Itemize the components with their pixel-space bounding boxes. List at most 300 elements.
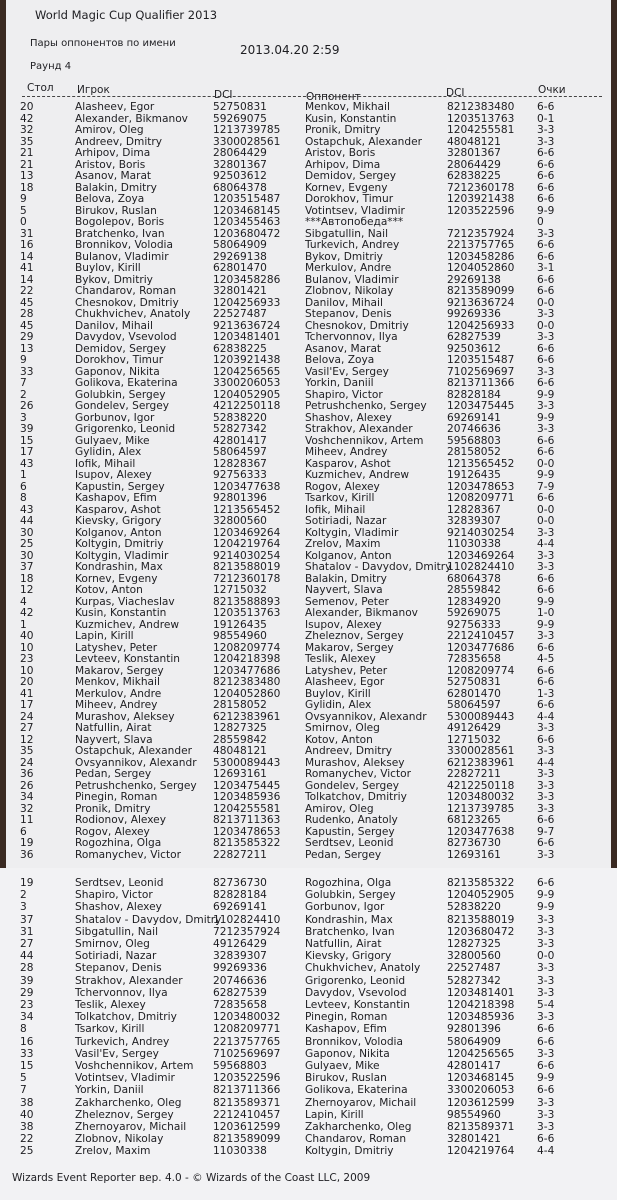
opponent-dci: 8213588019	[447, 913, 515, 926]
table-number: 39	[20, 974, 34, 987]
player-name: Golikova, Ekaterina	[75, 377, 178, 389]
player-name: Rogov, Alexey	[75, 825, 150, 838]
table-number: 29	[20, 331, 34, 343]
pairing-row	[0, 102, 617, 114]
opponent-name: Makarov, Sergey	[305, 641, 394, 654]
opponent-dci: 8212383480	[447, 101, 515, 113]
player-dci: 69269141	[213, 901, 267, 914]
table-number: 19	[20, 837, 34, 849]
player-name: Shapiro, Victor	[75, 889, 153, 902]
player-name: Serdtsev, Leonid	[75, 877, 164, 889]
pairing-row	[0, 470, 617, 482]
player-name: Kurpas, Viacheslav	[75, 595, 175, 608]
player-name: Buylov, Kirill	[75, 262, 141, 274]
player-name: Sotiriadi, Nazar	[75, 950, 157, 963]
points: 0-0	[537, 296, 555, 309]
player-dci: 8212383480	[213, 676, 281, 688]
points: 3-3	[537, 308, 555, 320]
table-number: 34	[20, 791, 34, 803]
player-name: Alasheev, Egor	[75, 101, 155, 113]
opponent-name: Kashapov, Efim	[305, 1023, 387, 1036]
player-dci: 8213589099	[213, 1133, 281, 1146]
player-name: Kornev, Evgeny	[75, 572, 158, 585]
table-number: 14	[20, 273, 34, 286]
table-number: 27	[20, 938, 34, 950]
player-name: Rogozhina, Olga	[75, 837, 162, 849]
pairing-row	[0, 1122, 617, 1134]
opponent-dci: 32801421	[447, 1133, 501, 1146]
player-name: Lapin, Kirill	[75, 630, 134, 642]
table-number: 7	[20, 1084, 27, 1097]
points: 6-6	[537, 492, 555, 504]
points: 4-4	[537, 1145, 555, 1158]
opponent-dci: 22527487	[447, 962, 501, 975]
opponent-name: Belova, Zoya	[305, 354, 375, 366]
pairing-row	[0, 1085, 617, 1097]
table-number: 24	[20, 756, 34, 769]
player-dci: 1204256565	[213, 365, 281, 378]
player-dci: 62801470	[213, 262, 267, 274]
player-name: Davydov, Vsevolod	[75, 331, 177, 343]
opponent-dci: 42801417	[447, 1060, 501, 1072]
player-name: Tchervonnov, Ilya	[75, 986, 168, 999]
pairing-row	[0, 1110, 617, 1122]
opponent-name: Sotiriadi, Nazar	[305, 515, 387, 527]
points: 3-3	[537, 1047, 555, 1060]
player-dci: 1203455463	[213, 216, 281, 228]
table-number: 35	[20, 745, 34, 757]
table-number: 40	[20, 630, 34, 642]
points: 3-3	[537, 962, 555, 975]
pairing-row	[0, 1146, 617, 1158]
player-name: Zhernoyarov, Michail	[75, 1121, 187, 1133]
opponent-dci: 12834920	[447, 595, 501, 608]
player-dci: 1213739785	[213, 124, 281, 136]
points: 6-6	[537, 837, 555, 849]
opponent-name: Shapiro, Victor	[305, 388, 383, 401]
pairing-row	[0, 939, 617, 951]
opponent-dci: 59568803	[447, 434, 501, 447]
pairing-row	[0, 378, 617, 390]
points: 3-3	[537, 1011, 555, 1024]
table-number: 8	[20, 1023, 27, 1036]
opponent-dci: 1203513763	[447, 112, 515, 125]
table-number: 4	[20, 595, 27, 608]
player-dci: 98554960	[213, 630, 267, 642]
opponent-name: Demidov, Sergey	[305, 170, 397, 182]
points: 6-6	[537, 572, 555, 585]
player-dci: 1203481401	[213, 331, 281, 343]
player-dci: 82828184	[213, 889, 267, 902]
pairing-row	[0, 1049, 617, 1061]
opponent-name: Ovsyannikov, Alexandr	[305, 710, 427, 723]
player-name: Stepanov, Denis	[75, 962, 162, 975]
col-player: Игрок	[77, 84, 110, 96]
opponent-name: Tsarkov, Kirill	[305, 492, 375, 504]
opponent-dci: 1208209771	[447, 492, 515, 504]
opponent-name: Arhipov, Dima	[305, 158, 381, 171]
pairing-row	[0, 988, 617, 1000]
opponent-name: Romanychev, Victor	[305, 768, 411, 780]
points: 3-3	[537, 630, 555, 642]
player-dci: 8213711363	[213, 814, 281, 826]
opponent-dci: 1204219764	[447, 1145, 515, 1158]
opponent-dci: 1204218398	[447, 999, 515, 1011]
player-name: Gulyaev, Mike	[75, 434, 150, 447]
table-number: 18	[20, 181, 34, 194]
player-name: Tsarkov, Kirill	[75, 1023, 145, 1036]
player-name: Gaponov, Nikita	[75, 365, 160, 378]
table-number: 25	[20, 538, 34, 550]
opponent-name: Bronnikov, Volodia	[305, 1035, 403, 1048]
opponent-dci: 1208209774	[447, 664, 515, 677]
opponent-dci: 68064378	[447, 572, 501, 585]
opponent-dci: 52750831	[447, 676, 501, 688]
player-name: Shashov, Alexey	[75, 901, 162, 914]
pairing-row	[0, 654, 617, 666]
table-number: 12	[20, 584, 34, 596]
opponent-name: Asanov, Marat	[305, 342, 382, 355]
opponent-name: Iofik, Mihail	[305, 503, 366, 516]
table-number: 9	[20, 193, 27, 205]
points: 3-3	[537, 561, 555, 573]
opponent-dci: 1203515487	[447, 354, 515, 366]
player-dci: 4212250118	[213, 400, 281, 412]
player-dci: 52838220	[213, 411, 267, 424]
opponent-name: Strakhov, Alexander	[305, 423, 413, 435]
player-name: Dorokhov, Timur	[75, 354, 164, 366]
points: 6-6	[537, 342, 555, 355]
opponent-name: Kasparov, Ashot	[305, 457, 391, 470]
opponent-name: Danilov, Mihail	[305, 296, 383, 309]
table-number: 38	[20, 1096, 34, 1109]
table-number: 26	[20, 779, 34, 792]
player-dci: 52827342	[213, 423, 267, 435]
points: 6-6	[537, 676, 555, 688]
opponent-dci: 1203921438	[447, 193, 515, 205]
opponent-dci: 82828184	[447, 388, 501, 401]
player-name: Kapustin, Sergey	[75, 480, 165, 493]
player-name: Makarov, Sergey	[75, 664, 164, 677]
player-dci: 12828367	[213, 457, 267, 470]
opponent-dci: 11030338	[447, 538, 501, 550]
table-number: 8	[20, 492, 27, 504]
table-number: 23	[20, 653, 34, 665]
opponent-dci: 29269138	[447, 273, 501, 286]
opponent-dci: 8213589099	[447, 285, 515, 297]
opponent-name: Merkulov, Andre	[305, 262, 392, 274]
player-name: Kolganov, Anton	[75, 526, 162, 539]
opponent-name: Golikova, Ekaterina	[305, 1084, 408, 1097]
table-number: 11	[20, 814, 34, 826]
points: 6-6	[537, 170, 555, 182]
opponent-dci: 1203468145	[447, 1072, 515, 1085]
report-title: Пары оппонентов по имени	[30, 38, 176, 49]
opponent-name: Smirnov, Oleg	[305, 722, 380, 734]
opponent-dci: 68123265	[447, 814, 501, 826]
opponent-dci: 99269336	[447, 308, 501, 320]
player-dci: 68064378	[213, 181, 267, 194]
player-dci: 8213588893	[213, 595, 281, 608]
points: 1-0	[537, 607, 555, 619]
player-dci: 32800560	[213, 515, 267, 527]
player-name: Petrushchenko, Sergey	[75, 779, 197, 792]
player-name: Nayvert, Slava	[75, 733, 153, 746]
points: 6-6	[537, 434, 555, 447]
table-number: 13	[20, 170, 34, 182]
player-name: Votintsev, Vladimir	[75, 1072, 175, 1085]
col-opp-dci: DCI	[446, 87, 465, 99]
opponent-dci: 62801470	[447, 687, 501, 700]
player-dci: 12827325	[213, 722, 267, 734]
opponent-name: Amirov, Oleg	[305, 802, 374, 815]
points: 3-3	[537, 549, 555, 562]
opponent-dci: 32839307	[447, 515, 501, 527]
table-number: 37	[20, 913, 34, 926]
opponent-dci: 1213739785	[447, 802, 515, 815]
player-name: Yorkin, Daniil	[75, 1084, 144, 1097]
opponent-dci: 58064597	[447, 699, 501, 711]
opponent-name: Chukhvichev, Anatoly	[305, 962, 421, 975]
opponent-name: Tchervonnov, Ilya	[305, 331, 398, 343]
opponent-name: Petrushchenko, Sergey	[305, 400, 427, 412]
player-dci: 1203522596	[213, 1072, 281, 1085]
player-name: Zheleznov, Sergey	[75, 1108, 174, 1121]
table-number: 23	[20, 999, 34, 1011]
pairing-row	[0, 677, 617, 689]
opponent-name: Rudenko, Anatoly	[305, 814, 398, 826]
points: 6-6	[537, 147, 555, 159]
points: 6-6	[537, 158, 555, 171]
table-number: 36	[20, 848, 34, 861]
opponent-dci: 2212410457	[447, 630, 515, 642]
player-dci: 1204255581	[213, 802, 281, 815]
player-dci: 3300206053	[213, 377, 281, 389]
opponent-name: Kondrashin, Max	[305, 913, 393, 926]
table-number: 1	[20, 469, 27, 481]
opponent-dci: 92801396	[447, 1023, 501, 1036]
player-name: Bratchenko, Ivan	[75, 227, 165, 240]
player-dci: 59269075	[213, 112, 267, 125]
player-dci: 8213711366	[213, 1084, 281, 1097]
player-dci: 1204052860	[213, 687, 281, 700]
points: 6-6	[537, 1035, 555, 1048]
points: 6-6	[537, 699, 555, 711]
pairing-row	[0, 951, 617, 963]
table-number: 26	[20, 400, 34, 412]
table-number: 37	[20, 561, 34, 573]
pairing-row	[0, 562, 617, 574]
player-dci: 1213565452	[213, 503, 281, 516]
col-points: Очки	[538, 84, 566, 96]
pairing-row	[0, 240, 617, 252]
opponent-name: Balakin, Dmitry	[305, 572, 387, 585]
table-number: 16	[20, 239, 34, 251]
opponent-name: Yorkin, Daniil	[305, 377, 374, 389]
points: 9-9	[537, 618, 555, 631]
opponent-name: Gaponov, Nikita	[305, 1047, 390, 1060]
player-dci: 1203480032	[213, 1011, 281, 1024]
pairing-row	[0, 878, 617, 890]
col-table: Стол	[27, 82, 54, 94]
player-dci: 92756333	[213, 469, 267, 481]
opponent-name: ***Автопобеда***	[305, 216, 404, 228]
player-name: Strakhov, Alexander	[75, 974, 183, 987]
player-name: Gondelev, Sergey	[75, 400, 170, 412]
points: 0-0	[537, 950, 555, 963]
opponent-dci: 7212360178	[447, 181, 515, 194]
opponent-name: Bykov, Dmitriy	[305, 250, 383, 263]
player-dci: 1208209774	[213, 641, 281, 654]
points: 7-9	[537, 480, 555, 493]
player-dci: 1203458286	[213, 273, 281, 286]
pairing-row	[0, 516, 617, 528]
opponent-dci: 1203475445	[447, 400, 515, 412]
player-name: Pinegin, Roman	[75, 791, 158, 803]
player-dci: 8213588019	[213, 561, 281, 573]
opponent-dci: 52838220	[447, 901, 501, 914]
table-number: 9	[20, 354, 27, 366]
footer: Wizards Event Reporter вер. 4.0 - © Wizards of the Coast LLC, 2009	[12, 1172, 371, 1184]
opponent-dci: 8213589371	[447, 1121, 515, 1133]
pairing-row	[0, 1024, 617, 1036]
player-name: Grigorenko, Leonid	[75, 423, 176, 435]
player-name: Alexander, Bikmanov	[75, 112, 188, 125]
pairing-row	[0, 194, 617, 206]
player-dci: 1203469264	[213, 526, 281, 539]
pairing-row	[0, 332, 617, 344]
opponent-name: Shatalov - Davydov, Dmitry	[305, 561, 452, 573]
points: 6-6	[537, 1060, 555, 1072]
opponent-name: Ostapchuk, Alexander	[305, 135, 422, 148]
points: 5-4	[537, 999, 555, 1011]
table-number: 32	[20, 802, 34, 815]
round-label: Раунд 4	[30, 61, 72, 72]
player-dci: 1203680472	[213, 227, 281, 240]
player-name: Arhipov, Dima	[75, 147, 151, 159]
player-dci: 92503612	[213, 170, 267, 182]
opponent-name: Isupov, Alexey	[305, 618, 382, 631]
opponent-name: Zhernoyarov, Michail	[305, 1096, 417, 1109]
opponent-name: Vasil'Ev, Sergey	[305, 365, 389, 378]
player-name: Kashapov, Efim	[75, 492, 157, 504]
points: 3-3	[537, 1108, 555, 1121]
player-dci: 1203513763	[213, 607, 281, 619]
player-dci: 99269336	[213, 962, 267, 975]
opponent-dci: 12828367	[447, 503, 501, 516]
opponent-name: Kolganov, Anton	[305, 549, 392, 562]
points: 1-3	[537, 687, 555, 700]
table-number: 20	[20, 676, 34, 688]
opponent-dci: 3300028561	[447, 745, 515, 757]
player-name: Menkov, Mikhail	[75, 676, 160, 688]
player-name: Danilov, Mihail	[75, 319, 153, 332]
table-number: 14	[20, 250, 34, 263]
player-dci: 28064429	[213, 147, 267, 159]
player-name: Ovsyannikov, Alexandr	[75, 756, 197, 769]
opponent-name: Zheleznov, Sergey	[305, 630, 404, 642]
player-name: Bulanov, Vladimir	[75, 250, 169, 263]
points: 3-3	[537, 135, 555, 148]
player-name: Kievsky, Grigory	[75, 515, 162, 527]
player-dci: 9213636724	[213, 319, 281, 332]
opponent-dci: 82736730	[447, 837, 501, 849]
opponent-dci: 1203480032	[447, 791, 515, 803]
player-dci: 2213757765	[213, 1035, 281, 1048]
table-number: 2	[20, 889, 27, 902]
opponent-name: Koltygin, Vladimir	[305, 526, 399, 539]
table-number: 39	[20, 423, 34, 435]
player-name: Demidov, Sergey	[75, 342, 167, 355]
opponent-dci: 28064429	[447, 158, 501, 171]
pairing-row	[0, 171, 617, 183]
points: 6-6	[537, 181, 555, 194]
opponent-dci: 1204052905	[447, 889, 515, 902]
pairing-row	[0, 1073, 617, 1085]
player-name: Latyshev, Peter	[75, 641, 158, 654]
table-number: 42	[20, 607, 34, 619]
player-dci: 49126429	[213, 938, 267, 950]
pairing-row	[0, 125, 617, 137]
player-name: Bykov, Dmitriy	[75, 273, 153, 286]
opponent-name: Andreev, Dmitry	[305, 745, 393, 757]
table-number: 45	[20, 319, 34, 332]
pairing-row	[0, 1061, 617, 1073]
table-number: 3	[20, 901, 27, 914]
opponent-dci: 20746636	[447, 423, 501, 435]
points: 4-4	[537, 710, 555, 723]
points: 9-9	[537, 411, 555, 424]
opponent-name: Zrelov, Maxim	[305, 538, 381, 550]
player-name: Murashov, Aleksey	[75, 710, 175, 723]
pairing-row	[0, 1012, 617, 1024]
player-dci: 82736730	[213, 877, 267, 889]
pairing-row	[0, 746, 617, 758]
player-dci: 1203612599	[213, 1121, 281, 1133]
opponent-dci: 12693161	[447, 848, 501, 861]
opponent-dci: 6212383961	[447, 756, 515, 769]
event-title: World Magic Cup Qualifier 2013	[35, 8, 218, 22]
opponent-dci: 1203522596	[447, 204, 515, 217]
player-dci: 32839307	[213, 950, 267, 963]
player-dci: 2212410457	[213, 1108, 281, 1121]
table-number: 15	[20, 434, 34, 447]
player-name: Kondrashin, Max	[75, 561, 163, 573]
pairing-row	[0, 148, 617, 160]
table-number: 19	[20, 877, 34, 889]
pairing-row	[0, 355, 617, 367]
opponent-name: Koltygin, Dmitriy	[305, 1145, 394, 1158]
player-name: Rodionov, Alexey	[75, 814, 166, 826]
pairing-row	[0, 850, 617, 862]
player-dci: 29269138	[213, 250, 267, 263]
player-name: Asanov, Marat	[75, 170, 152, 182]
opponent-name: Gulyaev, Mike	[305, 1060, 380, 1072]
points: 9-9	[537, 1072, 555, 1085]
opponent-name: Pronik, Dmitry	[305, 124, 381, 136]
opponent-name: Sibgatullin, Nail	[305, 227, 389, 240]
opponent-name: Voshchennikov, Artem	[305, 434, 424, 447]
opponent-dci: 12715032	[447, 733, 501, 746]
opponent-name: Kievsky, Grigory	[305, 950, 392, 963]
points: 3-3	[537, 938, 555, 950]
player-dci: 7212357924	[213, 925, 281, 938]
points: 4-4	[537, 756, 555, 769]
player-name: Natfullin, Airat	[75, 722, 152, 734]
header-divider	[22, 96, 602, 97]
player-dci: 42801417	[213, 434, 267, 447]
points: 3-3	[537, 925, 555, 938]
